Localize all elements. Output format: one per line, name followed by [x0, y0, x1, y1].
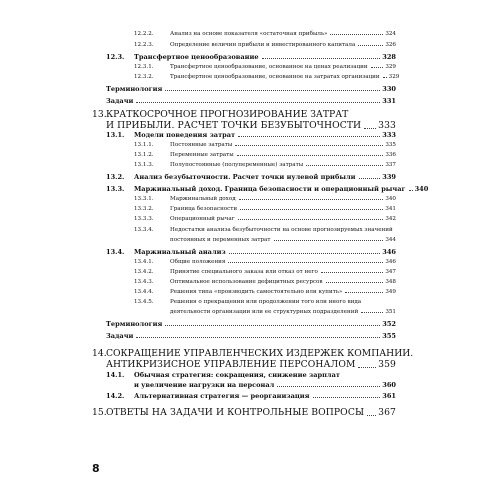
leader-dots — [235, 145, 383, 146]
leader-dots — [262, 58, 381, 59]
leader-dots — [326, 282, 384, 283]
toc-entry[interactable] — [134, 289, 396, 295]
leader-dots — [330, 34, 383, 35]
toc-entry-title: Альтернативная стратегия — реорганизация — [134, 392, 310, 400]
toc-entry-page: 340 — [385, 196, 396, 202]
toc-entry-title: Трансфертное ценообразование, основанное на ценах реализации — [170, 64, 368, 70]
toc-entry-title: Общие положения — [170, 259, 226, 265]
toc-entry-title: Постоянные затраты — [170, 142, 233, 148]
leader-dots — [358, 367, 376, 368]
toc-entry[interactable] — [106, 332, 396, 340]
leader-dots — [238, 136, 380, 137]
toc-entry[interactable] — [134, 152, 396, 158]
toc-entry-page: 347 — [385, 269, 396, 275]
leader-dots — [371, 67, 384, 68]
toc-entry-page: 360 — [382, 381, 396, 389]
toc-entry-number: 13.4.4. — [134, 289, 154, 295]
toc-entry-page: 330 — [382, 85, 396, 93]
toc-entry-number: 12.2.2. — [134, 31, 154, 37]
toc-entry-13-4-5-line1[interactable] — [134, 299, 361, 305]
toc-entry-number: 13.4.5. — [134, 299, 154, 305]
toc-entry-title-line2: деятельности организации или ее структурных подразделений — [170, 309, 359, 315]
toc-entry[interactable] — [134, 381, 396, 389]
toc-entry[interactable] — [106, 173, 396, 181]
toc-entry-title: Анализ на основе показателя «остаточная прибыль» — [170, 31, 328, 37]
chapter-13-number: 13. — [92, 109, 107, 120]
leader-dots — [313, 397, 381, 398]
toc-entry-number: 12.3.2. — [134, 74, 154, 80]
toc-entry-title: Граница безопасности — [170, 206, 238, 212]
leader-dots — [361, 312, 383, 313]
toc-entry-title: Трансфертное ценообразование — [134, 53, 259, 61]
page-number: 8 — [92, 462, 100, 475]
toc-entry-page: 346 — [382, 248, 396, 256]
toc-entry[interactable] — [134, 74, 400, 80]
leader-dots — [240, 209, 383, 210]
toc-entry-title: Операционный рычаг — [170, 216, 235, 222]
leader-dots — [136, 337, 380, 338]
toc-entry-number: 13.4.2. — [134, 269, 154, 275]
toc-entry-title: Маржинальный доход. Граница безопасности и операционный рычаг — [134, 185, 406, 193]
toc-entry-number: 13.3.3. — [134, 216, 154, 222]
toc-entry-page: 328 — [382, 53, 396, 61]
toc-entry[interactable] — [134, 196, 396, 202]
toc-entry-page: 342 — [385, 216, 396, 222]
toc-entry-chapter[interactable] — [106, 359, 396, 370]
leader-dots — [228, 262, 383, 263]
toc-entry-page: 336 — [385, 152, 396, 158]
toc-entry-title: Маржинальный анализ — [134, 248, 226, 256]
toc-entry-page: 339 — [382, 173, 396, 181]
leader-dots — [238, 219, 384, 220]
toc-entry-number: 13.3. — [106, 185, 125, 193]
toc-entry-chapter[interactable] — [106, 407, 396, 418]
toc-entry-title: Модели поведения затрат — [134, 131, 236, 139]
toc-entry-title: Маржинальный доход — [170, 196, 236, 202]
toc-entry-page: 344 — [385, 237, 396, 243]
toc-entry-title: Анализ безубыточности. Расчет точки нулевой прибыли — [134, 173, 356, 181]
leader-dots — [359, 178, 381, 179]
toc-entry-page: 335 — [385, 142, 396, 148]
toc-entry-page: 359 — [378, 359, 396, 370]
toc-entry-page: 341 — [385, 206, 396, 212]
toc-entry[interactable] — [134, 42, 396, 48]
leader-dots — [364, 128, 376, 129]
toc-entry-title-line2: постоянных и переменных затрат — [170, 237, 271, 243]
toc-entry-title: Оптимальное использование дефицитных ресурсов — [170, 279, 323, 285]
chapter-14-title-line1[interactable]: СОКРАЩЕНИЕ УПРАВЛЕНЧЕСКИХ ИЗДЕРЖЕК КОМПАНИИ. — [106, 348, 414, 359]
toc-entry[interactable] — [106, 53, 396, 61]
toc-entry-page: 333 — [378, 120, 396, 131]
toc-entry[interactable] — [106, 97, 396, 105]
toc-entry-number: 13.3.2. — [134, 206, 154, 212]
toc-entry-number: 12.3.1. — [134, 64, 154, 70]
toc-entry-page: 326 — [385, 42, 396, 48]
toc-entry-title: Недостатки анализа безубыточности на основе прогнозируемых значений — [170, 227, 393, 233]
toc-entry-number: 13.2. — [106, 173, 125, 181]
toc-entry-number: 13.3.4. — [134, 227, 154, 233]
toc-entry-title: Полупостоянные (полупеременные) затраты — [170, 162, 304, 168]
leader-dots — [136, 102, 380, 103]
leader-dots — [345, 292, 383, 293]
toc-entry[interactable] — [106, 320, 396, 328]
toc-entry[interactable] — [134, 269, 396, 275]
toc-entry-title: Переменные затраты — [170, 152, 234, 158]
leader-dots — [367, 415, 376, 416]
toc-entry-number: 14.2. — [106, 392, 125, 400]
chapter-15-number: 15. — [92, 407, 107, 418]
toc-entry-title: Обычная стратегия: сокращения, снижение зарплат — [134, 371, 340, 379]
leader-dots — [321, 272, 383, 273]
leader-dots — [165, 325, 380, 326]
toc-entry[interactable] — [134, 216, 396, 222]
toc-entry-title: Трансфертное ценообразование, основанное на затратах организации — [170, 74, 380, 80]
toc-entry-title: Решения о прекращении или продолжении того или иного вида — [170, 299, 362, 305]
toc-entry-number: 13.1.1. — [134, 142, 154, 148]
toc-entry-page: 324 — [385, 31, 396, 37]
toc-entry-chapter[interactable] — [106, 120, 396, 131]
chapter-13-title-line2: И ПРИБЫЛИ. РАСЧЕТ ТОЧКИ БЕЗУБЫТОЧНОСТИ — [106, 120, 362, 131]
toc-entry-page: 367 — [378, 407, 396, 418]
leader-dots — [165, 90, 380, 91]
leader-dots — [383, 77, 387, 78]
toc-entry-page: 329 — [385, 64, 396, 70]
toc-entry-number: 13.3.1. — [134, 196, 154, 202]
leader-dots — [277, 386, 380, 387]
leader-dots — [274, 240, 384, 241]
toc-entry-number: 12.3. — [106, 53, 125, 61]
toc-entry[interactable] — [134, 279, 396, 285]
toc-entry[interactable] — [106, 185, 429, 193]
toc-entry-number: 12.2.3. — [134, 42, 154, 48]
chapter-15-title: ОТВЕТЫ НА ЗАДАЧИ И КОНТРОЛЬНЫЕ ВОПРОСЫ — [106, 407, 365, 418]
toc-entry[interactable] — [170, 237, 396, 243]
toc-entry[interactable] — [134, 142, 396, 148]
toc-entry-title: Принятие специального заказа или отказ от него — [170, 269, 318, 275]
toc-entry-page: 337 — [385, 162, 396, 168]
toc-entry-title: Задачи — [106, 332, 134, 340]
toc-entry-title: Терминология — [106, 320, 163, 328]
toc-entry[interactable] — [106, 248, 396, 256]
toc-entry-page: 346 — [385, 259, 396, 265]
toc-entry-14-1-line1[interactable] — [106, 371, 340, 379]
leader-dots — [239, 199, 384, 200]
toc-entry-number: 13.1.2. — [134, 152, 154, 158]
toc-entry-page: 361 — [382, 392, 396, 400]
toc-entry-page: 340 — [414, 185, 429, 193]
toc-entry-title: Терминология — [106, 85, 163, 93]
toc-entry-number: 13.4.3. — [134, 279, 154, 285]
toc-entry-number: 14.1. — [106, 371, 125, 379]
toc-entry-page: 351 — [385, 309, 396, 315]
toc-entry[interactable] — [134, 64, 396, 70]
toc-entry-13-3-4-line1[interactable] — [134, 227, 393, 233]
leader-dots — [409, 190, 413, 191]
toc-entry-title: Задачи — [106, 97, 134, 105]
toc-entry-title: Определение величин прибыли и инвестированного капитала — [170, 42, 356, 48]
chapter-14-number: 14. — [92, 348, 107, 359]
toc-entry-page: 349 — [385, 289, 396, 295]
toc-entry-number: 13.1.3. — [134, 162, 154, 168]
toc-entry-page: 348 — [385, 279, 396, 285]
toc-entry[interactable] — [106, 131, 396, 139]
toc-entry[interactable] — [134, 259, 396, 265]
toc-entry[interactable] — [106, 85, 396, 93]
toc-entry[interactable] — [134, 162, 396, 168]
leader-dots — [306, 165, 383, 166]
toc-entry[interactable] — [170, 309, 396, 315]
chapter-14-title-line2: АНТИКРИЗИСНОЕ УПРАВЛЕНИЕ ПЕРСОНАЛОМ — [106, 359, 356, 370]
toc-entry-page: 355 — [382, 332, 396, 340]
toc-entry-page: 333 — [382, 131, 396, 139]
toc-entry-page: 352 — [382, 320, 396, 328]
leader-dots — [358, 45, 383, 46]
toc-entry-number: 13.4.1. — [134, 259, 154, 265]
toc-entry-number: 13.1. — [106, 131, 125, 139]
toc-entry-title: Решения типа «производить самостоятельно или купить» — [170, 289, 343, 295]
toc-entry[interactable] — [106, 392, 396, 400]
chapter-13-title-line1[interactable]: КРАТКОСРОЧНОЕ ПРОГНОЗИРОВАНИЕ ЗАТРАТ — [106, 109, 349, 120]
toc-entry[interactable] — [134, 206, 396, 212]
leader-dots — [229, 253, 381, 254]
leader-dots — [237, 155, 384, 156]
toc-entry-page: 329 — [388, 74, 400, 80]
toc-entry-title-line2: и увеличение нагрузки на персонал — [134, 381, 275, 389]
toc-entry[interactable] — [134, 31, 396, 37]
toc-entry-number: 13.4. — [106, 248, 125, 256]
toc-entry-page: 331 — [382, 97, 396, 105]
